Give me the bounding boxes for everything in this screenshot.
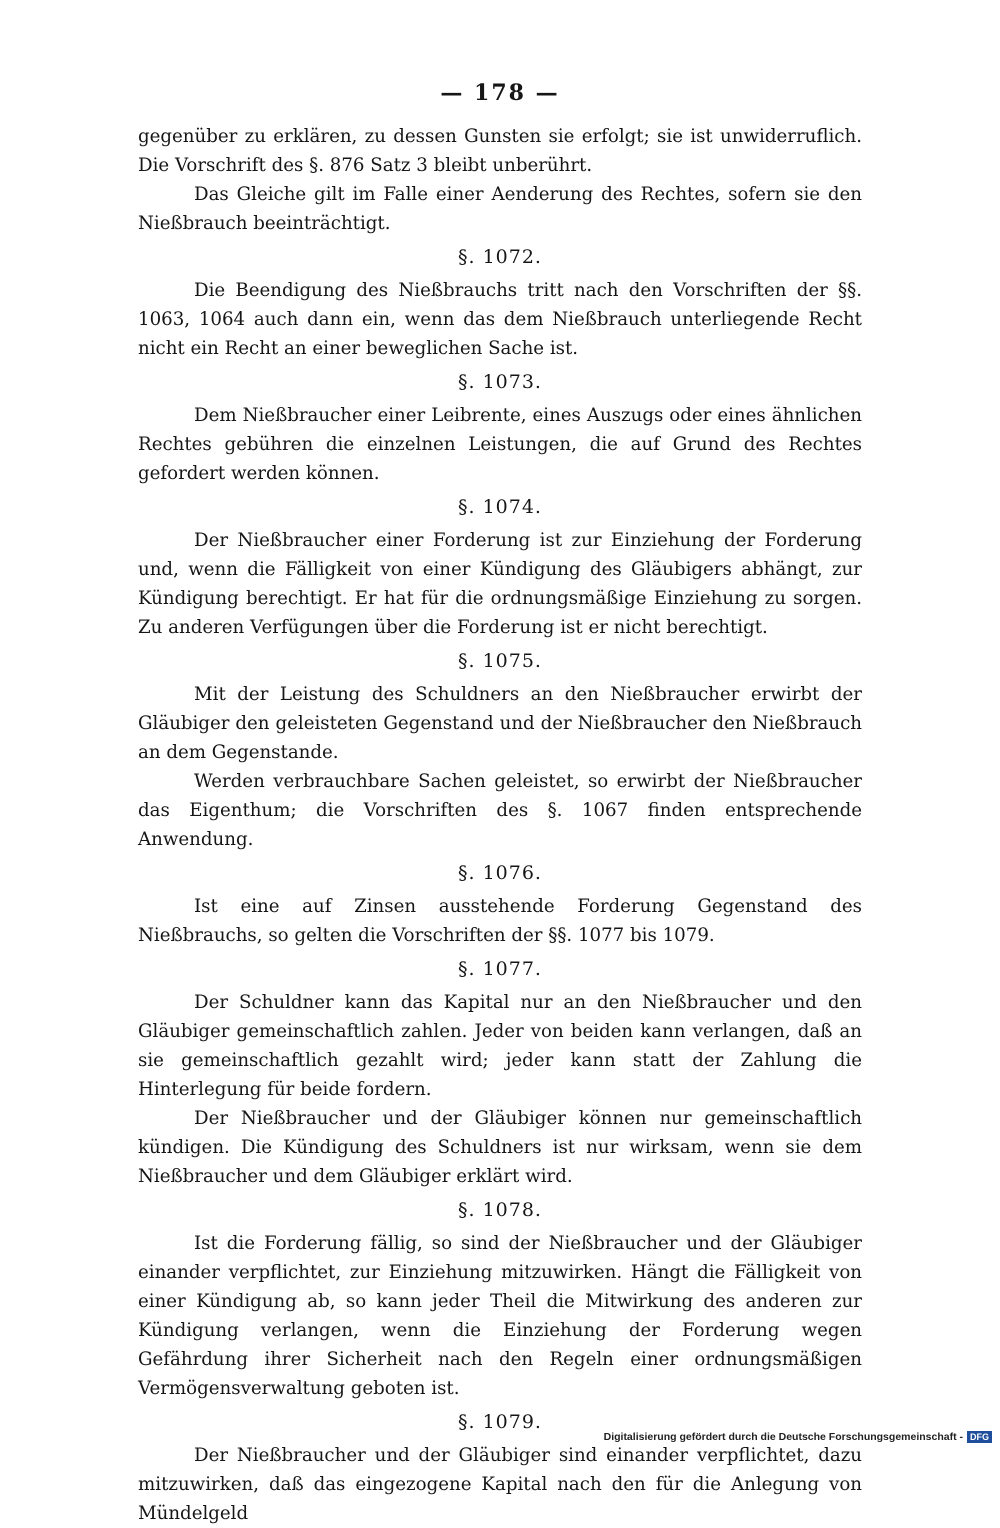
footer-credit: Digitalisierung gefördert durch die Deutsche Forschungsgemeinschaft -	[603, 1431, 963, 1443]
paragraph: Dem Nießbraucher einer Leibrente, eines Auszugs oder eines ähnlichen Rechtes gebühren die einzelnen Leistungen, die auf Grund des Rechtes gefordert werden können.	[138, 405, 862, 484]
section-heading: §. 1077.	[458, 958, 542, 980]
page-number: — 178 —	[440, 80, 560, 106]
paragraph: Werden verbrauchbare Sachen geleistet, so erwirbt der Nießbraucher das Eigenthum; die Vorschriften des §. 1067 finden entsprechende Anwendung.	[138, 771, 862, 850]
section-heading: §. 1079.	[458, 1411, 542, 1433]
paragraph: Der Schuldner kann das Kapital nur an den Nießbraucher und den Gläubiger gemeinschaftlich zahlen. Jeder von beiden kann verlangen, daß an sie gemeinschaftlich gezahlt wird; jeder kann statt der Zahlung die Hinterlegung für beide fordern.	[138, 992, 862, 1100]
dfg-logo: DFG	[967, 1431, 992, 1443]
section-heading: §. 1076.	[458, 862, 542, 884]
section-heading: §. 1075.	[458, 650, 542, 672]
paragraph: Ist die Forderung fällig, so sind der Nießbraucher und der Gläubiger einander verpflichtet, zur Einziehung mitzuwirken. Hängt die Fälligkeit von einer Kündigung ab, so kann jeder Theil die Mitwirkung des anderen zur Kündigung verlangen, wenn die Einziehung der Forderung wegen Gefährdung ihrer Sicherheit nach den Regeln einer ordnungsmäßigen Vermögensverwaltung geboten ist.	[138, 1233, 862, 1399]
paragraph: Der Nießbraucher einer Forderung ist zur Einziehung der Forderung und, wenn die Fälligkeit von einer Kündigung des Gläubigers abhängt, zur Kündigung berechtigt. Er hat für die ordnungsmäßige Einziehung zu sorgen. Zu anderen Verfügungen über die Forderung ist er nicht berechtigt.	[138, 530, 862, 638]
section-heading: §. 1072.	[458, 246, 542, 268]
page-body	[138, 122, 862, 1528]
paragraph: Die Beendigung des Nießbrauchs tritt nach den Vorschriften der §§. 1063, 1064 auch dann ein, wenn das dem Nießbrauch unterliegende Recht nicht ein Recht an einer beweglichen Sache ist.	[138, 280, 862, 359]
paragraph: Ist eine auf Zinsen ausstehende Forderung Gegenstand des Nießbrauchs, so gelten die Vorschriften der §§. 1077 bis 1079.	[138, 896, 862, 946]
paragraph: Das Gleiche gilt im Falle einer Aenderung des Rechtes, sofern sie den Nießbrauch beeinträchtigt.	[138, 184, 862, 234]
paragraph: Der Nießbraucher und der Gläubiger sind einander verpflichtet, dazu mitzuwirken, daß das eingezogene Kapital nach den für die Anlegung von Mündelgeld	[138, 1445, 862, 1524]
paragraph: gegenüber zu erklären, zu dessen Gunsten sie erfolgt; sie ist unwiderruflich. Die Vorschrift des §. 876 Satz 3 bleibt unberührt.	[138, 126, 862, 176]
paragraph: Der Nießbraucher und der Gläubiger können nur gemeinschaftlich kündigen. Die Kündigung des Schuldners ist nur wirksam, wenn sie dem Nießbraucher und dem Gläubiger erklärt wird.	[138, 1108, 862, 1187]
section-heading: §. 1074.	[458, 496, 542, 518]
footer	[604, 1431, 992, 1443]
section-heading: §. 1073.	[458, 371, 542, 393]
section-heading: §. 1078.	[458, 1199, 542, 1221]
paragraph: Mit der Leistung des Schuldners an den Nießbraucher erwirbt der Gläubiger den geleisteten Gegenstand und der Nießbraucher den Nießbrauch an dem Gegenstande.	[138, 684, 862, 763]
